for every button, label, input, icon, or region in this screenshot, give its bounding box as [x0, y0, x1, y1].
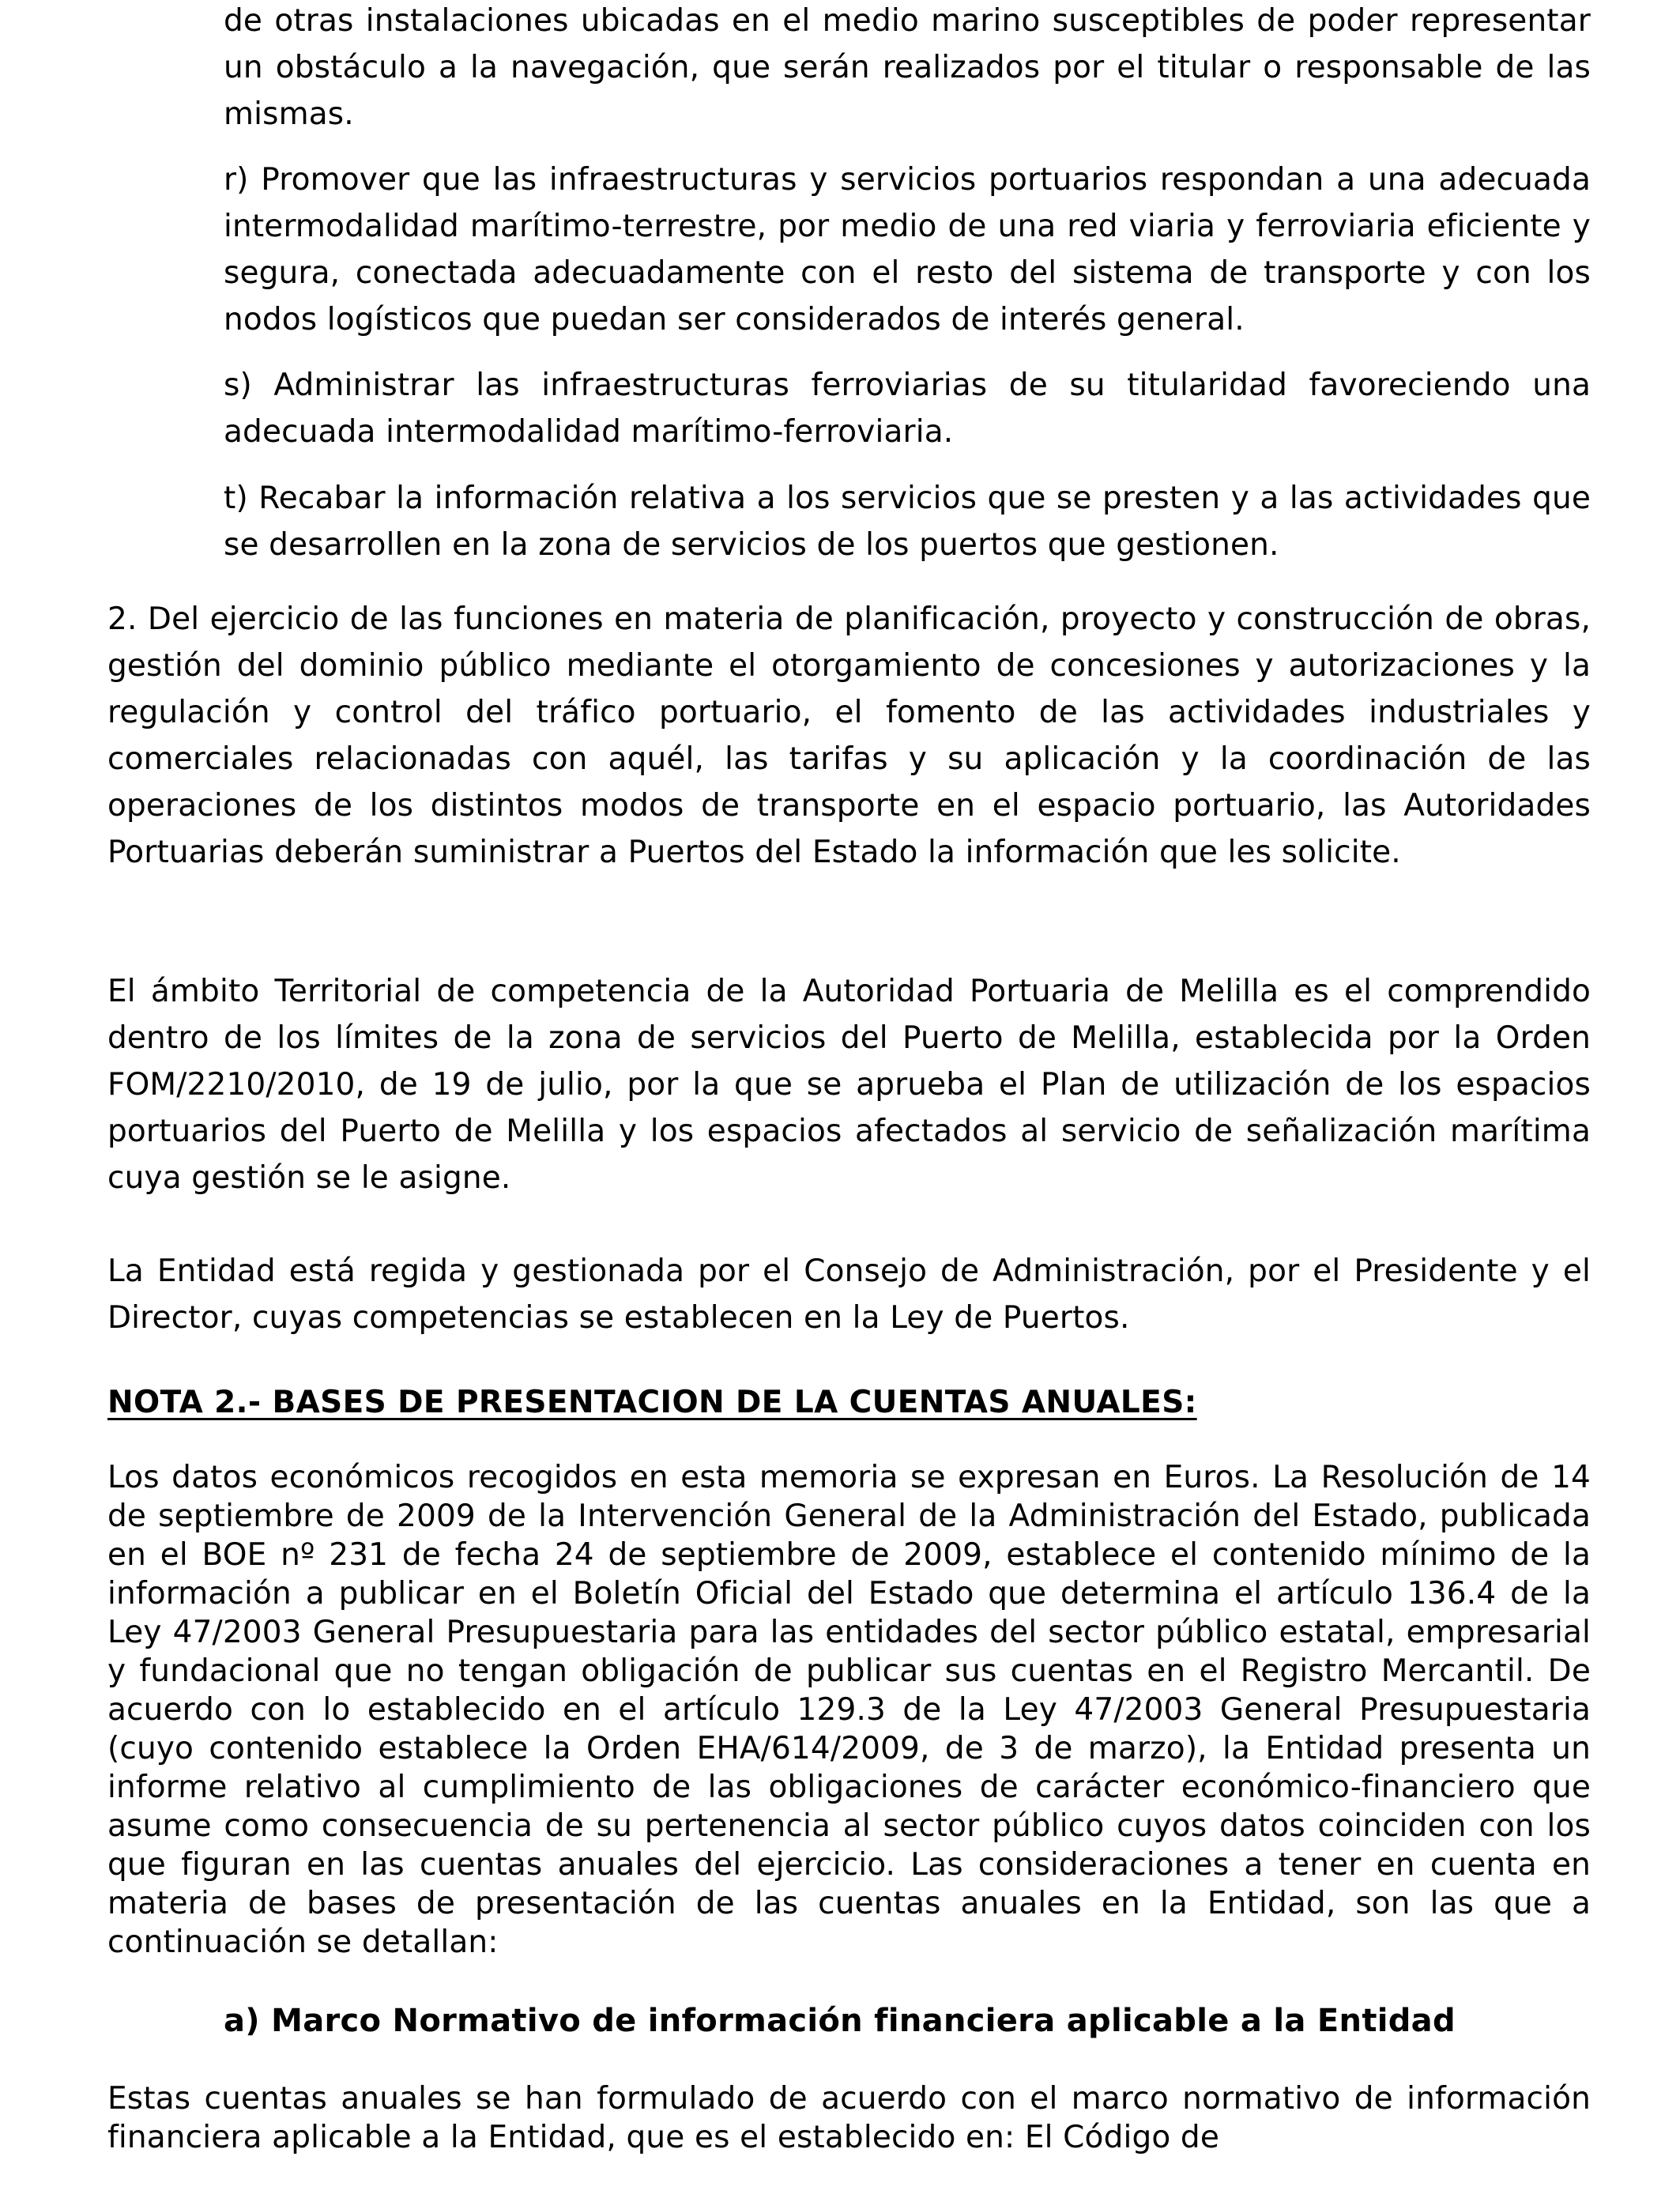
section-heading-nota-2: NOTA 2.- BASES DE PRESENTACION DE LA CUENTAS ANUALES: — [107, 1385, 1197, 1420]
paragraph-item-s: s) Administrar las infraestructuras ferroviarias de su titularidad favoreciendo una adecuada intermodalidad marítimo-ferroviaria. — [224, 368, 1591, 450]
paragraph-entidad-regida: La Entidad está regida y gestionada por el Consejo de Administración, por el Presidente y el Director, cuyas competencias se establecen en la Ley de Puertos. — [107, 1253, 1591, 1336]
paragraph-item-t: t) Recabar la información relativa a los servicios que se presten y a las actividades que se desarrollen en la zona de servicios de los puertos que gestionen. — [224, 481, 1591, 563]
paragraph-item-2: 2. Del ejercicio de las funciones en materia de planificación, proyecto y construcción de obras, gestión del dominio público mediante el otorgamiento de concesiones y autorizaciones y la regulación y control del tráfico portuario, el fomento de las actividades industriales y comerciales relacionadas con aquél, las tarifas y su aplicación y la coordinación de las operaciones de los distintos modos de transporte en el espacio portuario, las Autoridades Portuarias deberán suministrar a Puertos del Estado la información que les solicite. — [107, 601, 1591, 870]
paragraph-marco-normativo: Estas cuentas anuales se han formulado de acuerdo con el marco normativo de información financiera aplicable a la Entidad, que es el establecido en: El Código de — [107, 2081, 1591, 2155]
paragraph-datos-economicos: Los datos económicos recogidos en esta memoria se expresan en Euros. La Resolución de 14 de septiembre de 2009 de la Intervención General de la Administración del Estado, publicada en el BOE nº 231 de fecha 24 de septiembre de 2009, establece el contenido mínimo de la información a publicar en el Boletín Oficial del Estado que determina el artículo 136.4 de la Ley 47/2003 General Presupuestaria para las entidades del sector público estatal, empresarial y fundacional que no tengan obligación de publicar sus cuentas en el Registro Mercantil. De acuerdo con lo establecido en el artículo 129.3 de la Ley 47/2003 General Presupuestaria (cuyo contenido establece la Orden EHA/614/2009, de 3 de marzo), la Entidad presenta un informe relativo al cumplimiento de las obligaciones de carácter económico-financiero que asume como consecuencia de su pertenencia al sector público cuyos datos coinciden con los que figuran en las cuentas anuales del ejercicio. Las consideraciones a tener en cuenta en materia de bases de presentación de las cuentas anuales en la Entidad, son las que a continuación se detallan: — [107, 1460, 1591, 1960]
paragraph-q-continuation: de otras instalaciones ubicadas en el medio marino susceptibles de poder representar un obstáculo a la navegación, que serán realizados por el titular o responsable de las mismas. — [224, 3, 1591, 132]
subsection-heading-marco-normativo: a) Marco Normativo de información financiera aplicable a la Entidad — [224, 2003, 1456, 2039]
paragraph-ambito-territorial: El ámbito Territorial de competencia de la Autoridad Portuaria de Melilla es el comprendido dentro de los límites de la zona de servicios del Puerto de Melilla, establecida por la Orden FOM/2210/2010, de 19 de julio, por la que se aprueba el Plan de utilización de los espacios portuarios del Puerto de Melilla y los espacios afectados al servicio de señalización marítima cuya gestión se le asigne. — [107, 974, 1591, 1196]
paragraph-item-r: r) Promover que las infraestructuras y servicios portuarios respondan a una adecuada intermodalidad marítimo-terrestre, por medio de una red viaria y ferroviaria eficiente y segura, conectada adecuadamente con el resto del sistema de transporte y con los nodos logísticos que puedan ser considerados de interés general. — [224, 162, 1591, 337]
